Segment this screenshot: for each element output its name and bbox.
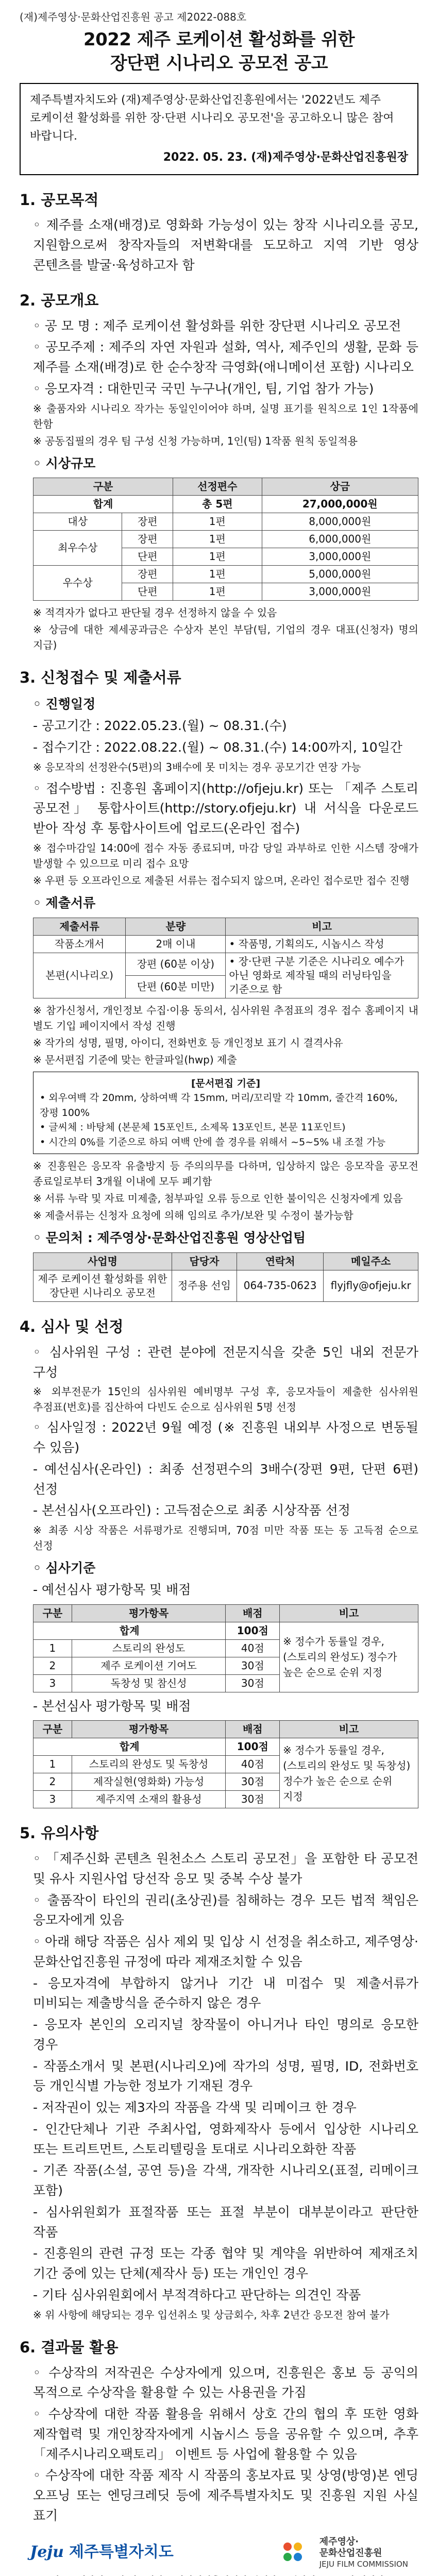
prize-cell: 장편: [122, 513, 173, 531]
docs-cell: 장편 (60분 이상): [126, 953, 226, 975]
pre-criteria-note: ※ 정수가 동률일 경우, (스토리의 완성도) 정수가 높은 순으로 순위 지정: [280, 1622, 418, 1692]
submission-method: ◦ 접수방법 : 진흥원 홈페이지(http://ofjeju.kr) 또는 「제주 스토리 공모전」 통합사이트(http://story.ofjeju.kr) 내 서식을 다운로드 받아 작성 후 통합사이트에 업로드(온라인 접수): [33, 781, 418, 836]
docs-header: 비고: [226, 918, 418, 935]
prize-cell: 장편: [122, 566, 173, 583]
section-6-title: 6. 결과물 활용: [20, 2338, 119, 2356]
jdc-logo-icon: [283, 2543, 314, 2563]
docs-cell: • 장·단편 구분 기준은 시나리오 예수가 아닌 영화로 제작될 때의 러닝타임을 기준으로 함: [226, 953, 418, 998]
method-note-1: ※ 접수마감일 14:00에 접수 자동 종료되며, 마감 당일 과부하로 인한 시스템 장애가 발생할 수 있으므로 미리 접수 요망: [33, 841, 418, 870]
prize-cell: 1편: [173, 513, 262, 531]
page-title-line1: 2022 제주 로케이션 활성화를 위한: [83, 29, 355, 50]
editing-standard-1: • 외우여백 각 20mm, 상하여백 각 15mm, 머리/꼬리말 각 10mm, 줄간격 160%, 장평 100%: [40, 1092, 398, 1118]
review-schedule: ◦ 심사일정 : 2022년 9월 예정 (※ 진흥원 내외부 사정으로 변동될 수 있음): [33, 1420, 418, 1455]
review-stage-2: - 본선심사(오프라인) : 고득점순으로 최종 시상작품 선정: [33, 1503, 350, 1518]
crit-header: 구분: [33, 1721, 72, 1738]
jdc-logo: [283, 2536, 408, 2569]
prize-cell: 3,000,000원: [262, 548, 418, 566]
contact-cell: 정주용 선임: [172, 1270, 237, 1301]
list-item: - 응모자격에 부합하지 않거나 기간 내 미접수 및 제출서류가 미비되는 제출방식을 준수하지 않은 경우: [33, 1975, 418, 2011]
editing-standards-title: [문서편집 기준]: [191, 1077, 261, 1089]
list-item: - 기존 작품(소설, 공연 등)을 각색, 개작한 시나리오(표절, 리메이크 포함): [33, 2163, 418, 2198]
issuer-line: (재)제주영상·문화산업진흥원 공고 제2022-088호: [20, 11, 247, 23]
contact-table: [33, 1252, 418, 1302]
crit-header: 구분: [33, 1604, 72, 1622]
section-5-title: 5. 유의사항: [20, 1824, 99, 1842]
jeju-logo: [30, 2540, 174, 2565]
period-note: ※ 응모작의 선정완수(5편)의 3배수에 못 미치는 경우 공모기간 연장 가능: [33, 760, 361, 773]
prize-cell: 5,000,000원: [262, 566, 418, 583]
jdc-logo-name: [319, 2536, 408, 2569]
announcement-period: - 공고기간 : 2022.05.23.(월) ~ 08.31.(수): [33, 718, 287, 734]
preliminary-criteria-table: [33, 1604, 418, 1692]
docs-cell: 본편(시나리오): [33, 953, 126, 998]
crit-cell: 30점: [226, 1657, 280, 1674]
contest-theme: ◦ 공모주제 : 제주의 자연 자원과 설화, 역사, 제주인의 생활, 문화 등 제주를 소재(배경)로 한 순수창작 극영화(애니메이션 포함) 시나리오: [33, 340, 418, 375]
docs-header: 분량: [126, 918, 226, 935]
main-total-label: 합계: [33, 1738, 226, 1756]
editing-standard-2: • 글씨체 : 바탕체 (본문체 15포인트, 소제목 13포인트, 본문 11포인트): [40, 1122, 346, 1133]
section-1-text: ◦ 제주를 소재(배경)로 영화화 가능성이 있는 창작 시나리오를 공모, 지원함으로써 창작자들의 저변확대를 도모하고 지역 기반 영상 콘텐츠를 발굴·육성하고자 함: [33, 217, 418, 273]
jdc-name-line1: 제주영상·: [319, 2536, 359, 2547]
crit-cell: 2: [33, 1773, 72, 1791]
list-item: ◦ 출품작이 타인의 권리(초상권)를 침해하는 경우 모든 법적 책임은 응모자에게 있음: [33, 1892, 418, 1928]
contact-email[interactable]: flyjfly@ofjeju.kr: [324, 1270, 418, 1301]
editing-standards-box: [33, 1072, 418, 1155]
submission-period: - 접수기간 : 2022.08.22.(월) ~ 08.31.(수) 14:00까지, 10일간: [33, 739, 402, 755]
table-row: [33, 566, 418, 583]
crit-cell: 30점: [226, 1674, 280, 1692]
jeju-logo-mark: Jeju: [30, 2543, 64, 2562]
section-2-title: 2. 공모개요: [20, 291, 99, 309]
section-3-title: 3. 신청접수 및 제출서류: [20, 669, 181, 687]
crit-header: 비고: [280, 1604, 418, 1622]
prize-cell: 1편: [173, 583, 262, 601]
prize-note-1: ※ 적격자가 없다고 판단될 경우 선정하지 않을 수 있음: [33, 606, 277, 619]
docs-cell: 2매 이내: [126, 935, 226, 953]
table-row: [33, 1270, 418, 1301]
notice-text: 제주특별자치도와 (재)제주영상·문화산업진흥원에서는 '2022년도 제주 로케이션 활성화를 위한 장·단편 시나리오 공모전'을 공고하오니 많은 참여 바랍니다.: [30, 93, 394, 143]
disclaimer: [20, 2574, 418, 2576]
crit-cell: 제주 로케이션 기여도: [72, 1657, 226, 1674]
docs-note-1: ※ 참가신청서, 개인정보 수집·이용 동의서, 심사위원 추점표의 경우 접수 홈페이지 내 별도 기입 페이지에서 작성 진행: [33, 1004, 418, 1032]
pre-total-label: 합계: [33, 1622, 226, 1639]
prize-cell: 우수상: [33, 566, 122, 601]
contact-title: ◦ 문의처 : 제주영상·문화산업진흥원 영상산업팀: [33, 1230, 306, 1246]
review-stage-1: - 예선심사(온라인) : 최종 선정편수의 3배수(장편 9편, 단편 6편) 선정: [33, 1461, 418, 1497]
schedule-title: ◦ 진행일정: [33, 697, 96, 712]
prize-cell: 8,000,000원: [262, 513, 418, 531]
list-item: - 응모자 본인의 오리지널 창작물이 아니거나 타인 명의로 응모한 경우: [33, 2017, 418, 2052]
docs-note-2: ※ 작가의 성명, 필명, 아이디, 전화번호 등 개인정보 표기 시 결격사유: [33, 1036, 343, 1049]
crit-header: 평가항목: [72, 1604, 226, 1622]
prize-cell: 1편: [173, 566, 262, 583]
crit-cell: 40점: [226, 1756, 280, 1773]
logo-row: [20, 2536, 418, 2569]
prize-cell: 단편: [122, 548, 173, 566]
crit-cell: 제작실현(영화화) 가능성: [72, 1773, 226, 1791]
contact-header: 사업명: [33, 1252, 172, 1270]
prize-cell: 6,000,000원: [262, 531, 418, 548]
contest-name: ◦ 공 모 명 : 제주 로케이션 활성화를 위한 장단편 시나리오 공모전: [33, 318, 401, 333]
main-criteria-title: - 본선심사 평가항목 및 배점: [33, 1698, 191, 1714]
list-item: ◦ 「제주신화 콘텐츠 원천소스 스토리 공모전」을 포함한 타 공모전 및 유사 지원사업 당선작 응모 및 중복 수상 불가: [33, 1851, 418, 1886]
preliminary-criteria-title: - 예선심사 평가항목 및 배점: [33, 1582, 191, 1597]
criteria-title: ◦ 심사기준: [33, 1561, 96, 1576]
docs-cell: 작품소개서: [33, 935, 126, 953]
prize-total-amount: 27,000,000원: [262, 496, 418, 513]
prize-cell: 장편: [122, 531, 173, 548]
notice-date-line: 2022. 05. 23. (재)제주영상·문화산업진흥원장: [163, 151, 408, 164]
list-item: ◦ 수상작에 대한 작품 제작 시 작품의 홍보자료 및 상영(방영)본 엔딩 오프닝 또는 엔딩크레딧 등에 제주특별자치도 및 진흥원 지원 사실 표기: [33, 2468, 418, 2523]
list-item: - 인간단체나 기관 주최사업, 영화제작사 등에서 입상한 시나리오 또는 트리트먼트, 스토리텔링을 토대로 시나리오화한 작품: [33, 2121, 418, 2157]
table-row: [33, 531, 418, 548]
prize-cell: 1편: [173, 531, 262, 548]
jdc-name-line2: 문화산업진흥원: [319, 2548, 382, 2559]
crit-cell: 30점: [226, 1773, 280, 1791]
crit-cell: 독창성 및 참신성: [72, 1674, 226, 1692]
list-item: - 기타 심사위원회에서 부적격하다고 판단하는 의견인 작품: [33, 2287, 361, 2302]
crit-cell: 스토리의 완성도: [72, 1639, 226, 1657]
crit-cell: 40점: [226, 1639, 280, 1657]
contact-header: 연락처: [237, 1252, 324, 1270]
contact-header: 메일주소: [324, 1252, 418, 1270]
contact-header: 담당자: [172, 1252, 237, 1270]
crit-header: 배점: [226, 1721, 280, 1738]
main-total-score: 100점: [226, 1738, 280, 1756]
list-item: - 작품소개서 및 본편(시나리오)에 작가의 성명, 필명, ID, 전화번호 등 개인식별 가능한 정보가 기재된 경우: [33, 2058, 418, 2094]
pre-total-score: 100점: [226, 1622, 280, 1639]
eligibility-note-2: ※ 공동집필의 경우 팀 구성 신청 가능하며, 1인(팀) 1작품 원칙 동일적용: [33, 434, 358, 447]
table-row: [33, 953, 418, 975]
prize-note-2: ※ 상금에 대한 제세공과금은 수상자 본인 부담(팀, 기업의 경우 대표(신청자) 명의 지급): [33, 623, 418, 652]
main-criteria-note: ※ 정수가 동률일 경우, (스토리의 완성도 및 독창성) 정수가 높은 순으로 순위 지정: [280, 1738, 418, 1808]
docs-cell: • 작품명, 기획의도, 시놉시스 작성: [226, 935, 418, 953]
eligibility-note-1: ※ 출품자와 시나리오 작가는 동일인이어야 하며, 실명 표기를 원칙으로 1인 1작품에 한함: [33, 402, 418, 430]
crit-header: 평가항목: [72, 1721, 226, 1738]
method-note-2: ※ 우편 등 오프라인으로 제출된 서류는 접수되지 않으며, 온라인 접수로만 접수 진행: [33, 874, 410, 887]
after-note-2: ※ 서류 누락 및 자료 미제출, 첨부파일 오류 등으로 인한 불이익은 신청자에게 있음: [33, 1192, 403, 1205]
list-item: ◦ 아래 해당 작품은 심사 제외 및 입상 시 선정을 취소하고, 제주영상·문화산업진흥원 규정에 따라 제재조치할 수 있음: [33, 1934, 418, 1969]
list-item: - 진흥원의 관련 규정 또는 각종 협약 및 계약을 위반하여 제재조치 기간 중에 있는 단체(제작사 등) 또는 개인인 경우: [33, 2246, 418, 2281]
notice-box: [20, 83, 418, 175]
notes-list: [20, 1849, 418, 2323]
prize-title: ◦ 시상규모: [33, 455, 96, 471]
crit-cell: 3: [33, 1674, 72, 1692]
prize-total-label: 합계: [33, 496, 173, 513]
page-title-line2: 장단편 시나리오 공모전 공고: [110, 53, 328, 74]
documents-title: ◦ 제출서류: [33, 895, 96, 910]
after-note-3: ※ 제출서류는 신청자 요청에 의해 임의로 추가/보완 및 수정이 불가능함: [33, 1209, 353, 1222]
prize-total-count: 총 5편: [173, 496, 262, 513]
prize-header-count: 선정편수: [173, 478, 262, 496]
crit-cell: 3: [33, 1791, 72, 1808]
title-block: [20, 28, 418, 76]
contest-eligibility: ◦ 응모자격 : 대한민국 국민 누구나(개인, 팀, 기업 참가 가능): [33, 381, 374, 396]
crit-cell: 30점: [226, 1791, 280, 1808]
prize-cell: 단편: [122, 583, 173, 601]
section-4-title: 4. 심사 및 선정: [20, 1317, 124, 1335]
docs-note-3: ※ 문서편집 기준에 맞는 한글파일(hwp) 제출: [33, 1053, 237, 1066]
prize-cell: 1편: [173, 548, 262, 566]
contact-cell: 제주 로케이션 활성화를 위한 장단편 시나리오 공모전: [33, 1270, 172, 1301]
main-criteria-table: [33, 1720, 418, 1808]
prize-header-category: 구분: [33, 478, 173, 496]
table-row: [33, 513, 418, 531]
crit-cell: 제주지역 소재의 활용성: [72, 1791, 226, 1808]
crit-cell: 1: [33, 1756, 72, 1773]
docs-header: 제출서류: [33, 918, 126, 935]
crit-cell: 스토리의 완성도 및 독창성: [72, 1756, 226, 1773]
after-note-1: ※ 진흥원은 응모작 유출방지 등 주의의무를 다하며, 입상하지 않은 응모작을 공모전 종료일로부터 3개월 이내에 모두 폐기함: [33, 1160, 418, 1188]
table-row: [33, 935, 418, 953]
list-item: ◦ 수상작의 저작권은 수상자에게 있으며, 진흥원은 홍보 등 공익의 목적으로 수상작을 활용할 수 있는 사용권을 가짐: [33, 2365, 418, 2400]
crit-cell: 1: [33, 1639, 72, 1657]
editing-standard-3: • 시간의 0%를 기준으로 하되 여백 안에 쓸 경우를 위해서 ~5~5% 내 조절 가능: [40, 1136, 386, 1148]
judges-note: ※ 외부전문가 15인의 심사위원 예비명부 구성 후, 응모자들이 제출한 심사위원 추점표(번호)를 집산하여 다빈도 순으로 심사위원 5명 선정: [33, 1385, 418, 1414]
prize-header-amount: 상금: [262, 478, 418, 496]
judges-composition: ◦ 심사위원 구성 : 관련 분야에 전문지식을 갖춘 5인 내외 전문가 구성: [33, 1344, 418, 1380]
jdc-caption: JEJU FILM COMMISSION: [319, 2559, 408, 2569]
results-list: [20, 2363, 418, 2526]
list-item: ※ 위 사항에 해당되는 경우 입선취소 및 상금회수, 차후 2년간 응모전 참여 불가: [33, 2308, 390, 2321]
list-item: - 저작권이 있는 제3자의 작품을 각색 및 리메이크 한 경우: [33, 2100, 357, 2115]
crit-cell: 2: [33, 1657, 72, 1674]
crit-header: 비고: [280, 1721, 418, 1738]
prize-cell: 최우수상: [33, 531, 122, 566]
review-stage-note: ※ 최종 시상 작품은 서류평가로 진행되며, 70점 미만 작품 또는 동 고득점 순으로 선정: [33, 1524, 418, 1552]
prize-table: [33, 478, 418, 601]
jeju-logo-name: 제주특별자치도: [69, 2543, 174, 2562]
prize-cell: 3,000,000원: [262, 583, 418, 601]
documents-table: [33, 918, 418, 998]
section-1-title: 1. 공모목적: [20, 191, 99, 209]
contact-cell: 064-735-0623: [237, 1270, 324, 1301]
docs-cell: 단편 (60분 미만): [126, 975, 226, 998]
prize-cell: 대상: [33, 513, 122, 531]
list-item: ◦ 수상작에 대한 작품 활용을 위해서 상호 간의 협의 후 또한 영화 제작협력 및 개인창작자에게 시놉시스 등을 공유할 수 있으며, 추후 「제주시나리오팩토리」 이벤트 등 사업에 활용할 수 있음: [33, 2406, 418, 2462]
list-item: - 심사위원회가 표절작품 또는 표절 부분이 대부분이라고 판단한 작품: [33, 2204, 418, 2240]
crit-header: 배점: [226, 1604, 280, 1622]
